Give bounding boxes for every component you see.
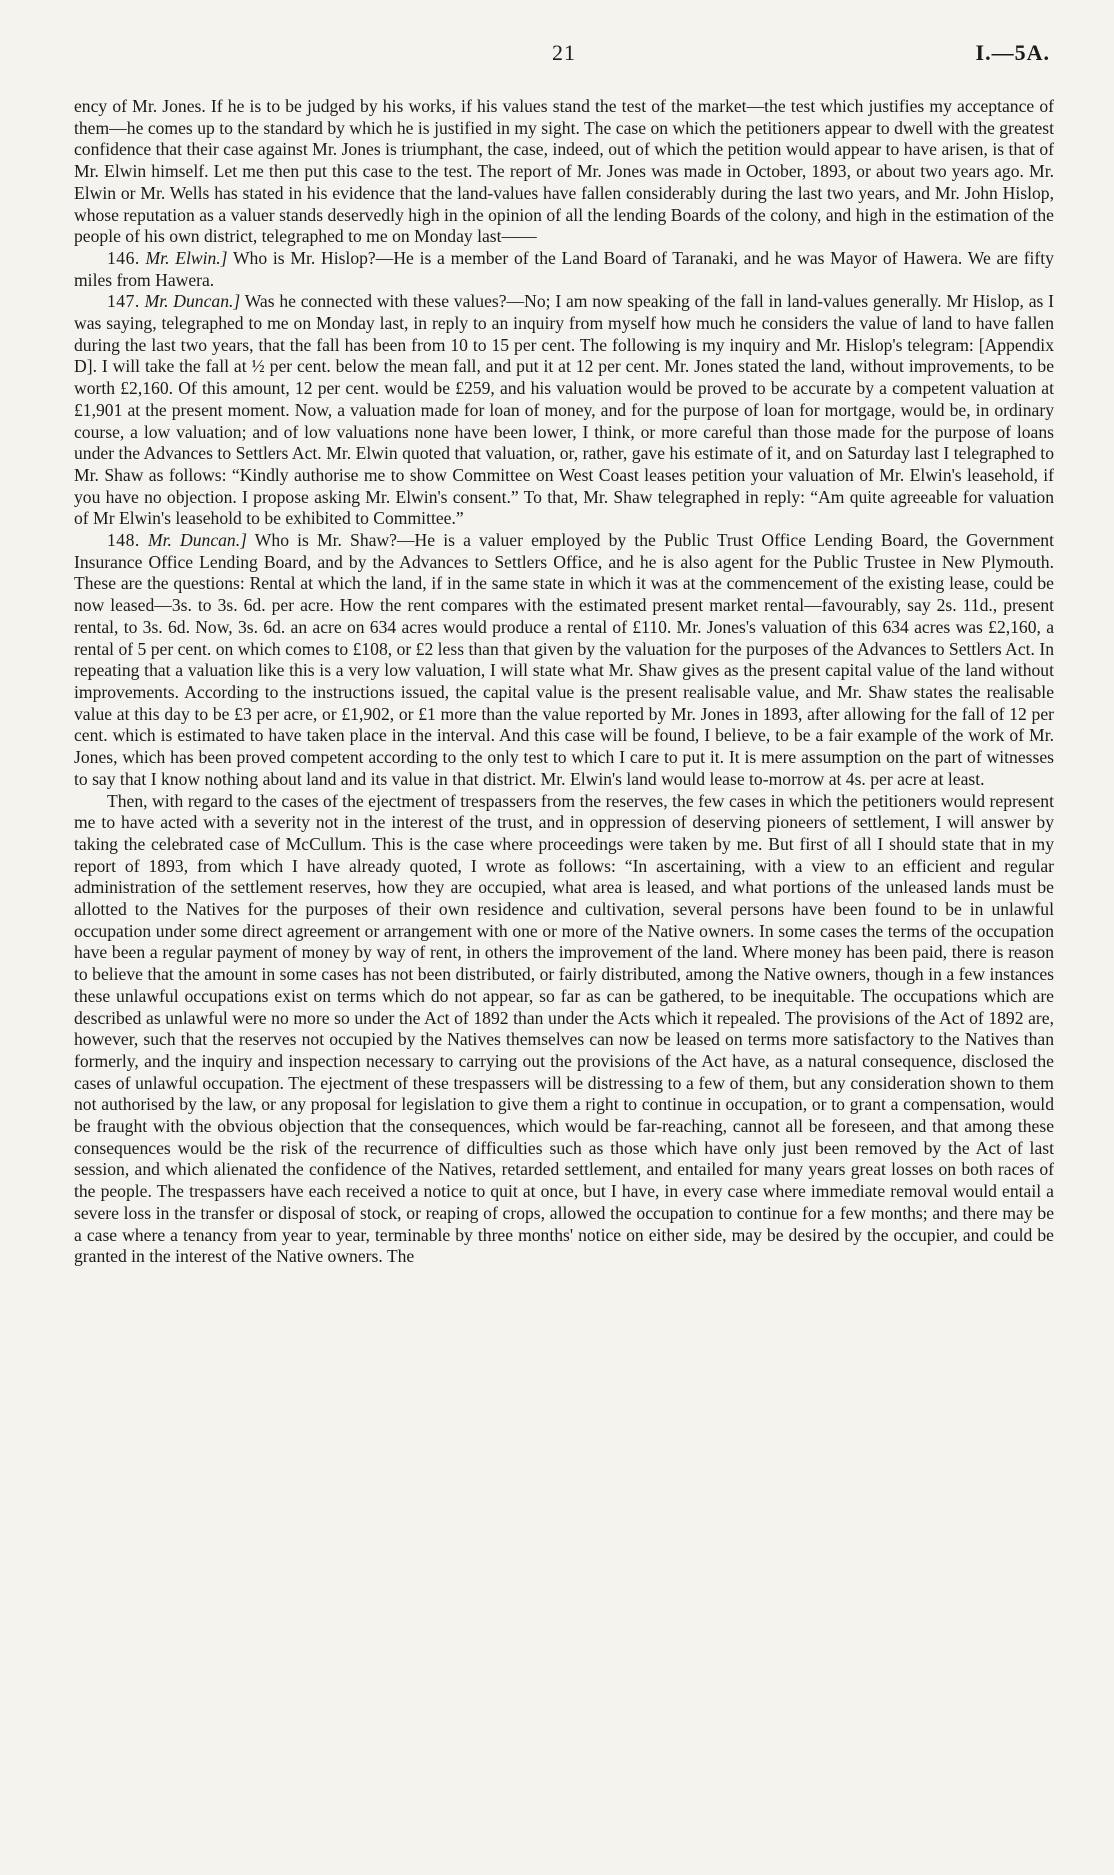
- question-text: Was he connected with these values?—No; I am now speaking of the fall in land-values generally. Mr Hislop, as I was saying, telegraphed to me on Monday last, in reply to an inquiry from myself how much he considers the value of land to have fallen during the last two years, that the fall has been from 10 to 15 per cent. The following is my inquiry and Mr. Hislop's telegram: [Appendix D]. I will take the fall at ½ per cent. below the mean fall, and put it at 12 per cent. Mr. Jones stated the land, without improvements, to be worth £2,160. Of this amount, 12 per cent. would be £259, and his valuation would be proved to be accurate by a competent valuation at £1,901 at the present moment. Now, a valuation made for loan of money, and for the purpose of loan for mortgage, would be, in ordinary course, a low valuation; and of low valuations none have been lower, I think, or more careful than those made for the purpose of loans under the Advances to Settlers Act. Mr. Elwin quoted that valuation, or, rather, gave his estimate of it, and on Saturday last I telegraphed to Mr. Shaw as follows: “Kindly authorise me to show Committee on West Coast leases petition your valuation of Mr. Elwin's leasehold, if you have no objection. I propose asking Mr. Elwin's consent.” To that, Mr. Shaw telegraphed in reply: “Am quite agreeable for valuation of Mr Elwin's leasehold to be exhibited to Committee.”: [74, 291, 1055, 529]
- question-text: Who is Mr. Shaw?—He is a valuer employed by the Public Trust Office Lending Board, the Government Insurance Office Lending Board, and by the Advances to Settlers Office, and he is also agent for the Public Trustee in New Plymouth. These are the questions: Rental at which the land, if in the same state in which it was at the commencement of the existing lease, could be now leased—3s. to 3s. 6d. per acre. How the rent compares with the estimated present market rental—favourably, say 2s. 11d., present rental, to 3s. 6d. Now, 3s. 6d. an acre on 634 acres would produce a rental of £110. Mr. Jones's valuation of this 634 acres was £2,160, a rental of 5 per cent. on which comes to £108, or £2 less than that given by the valuation for the purposes of the Advances to Settlers Act. In repeating that a valuation like this is a very low valuation, I will state what Mr. Shaw gives as the present capital value of the land without improvements. According to the instructions issued, the capital value is the present realisable value, and Mr. Shaw states the realisable value at this day to be £3 per acre, or £1,902, or £1 more than the value reported by Mr. Jones in 1893, after allowing for the fall of 12 per cent. which is estimated to have taken place in the interval. And this case will be found, I believe, to be a fair example of the work of Mr. Jones, which has been proved competent according to the only test to which I care to put it. It is mere assumption on the part of witnesses to say that I know nothing about land and its value in that district. Mr. Elwin's land would lease to-morrow at 4s. per acre at least.: [74, 530, 1054, 789]
- paper-reference: I.—5A.: [975, 40, 1050, 65]
- page-header: [74, 40, 1054, 76]
- paragraph-text: Then, with regard to the cases of the ejectment of trespassers from the reserves, the few cases in which the petitioners would represent me to have acted with a severity not in the interest of the trust, and in oppression of deserving pioneers of settlement, I will answer by taking the celebrated case of McCullum. This is the case where proceedings were taken by me. But first of all I should state that in my report of 1893, from which I have already quoted, I wrote as follows: “In ascertaining, with a view to an efficient and regular administration of the settlement reserves, how they are occupied, what area is leased, and what portions of the unleased lands must be allotted to the Natives for the purposes of their own residence and cultivation, several persons have been found to be in unlawful occupation under some direct agreement or arrangement with one or more of the Native owners. In some cases the terms of the occupation have been a regular payment of money by way of rent, in others the improvement of the land. Where money has been paid, there is reason to believe that the amount in some cases has not been distributed, or fairly distributed, among the Native owners, though in a few instances these unlawful occupations exist on terms which do not appear, so far as can be gathered, to be inequitable. The occupations which are described as unlawful were no more so under the Act of 1892 than under the Acts which it repealed. The provisions of the Act of 1892 are, however, such that the reserves not occupied by the Natives themselves can now be leased on terms more satisfactory to the Natives than formerly, and the inquiry and inspection necessary to carrying out the provisions of the Act have, as a natural consequence, disclosed the cases of unlawful occupation. The ejectment of these trespassers will be distressing to a few of them, but any consideration shown to them not authorised by the law, or any proposal for legislation to give them a right to continue in occupation, or to grant a compensation, would be fraught with the obvious objection that the consequences, which would be far-reaching, cannot all be foreseen, and that among these consequences would be the risk of the recurrence of difficulties such as those which have only just been removed by the Act of last session, and which alienated the confidence of the Natives, retarded settlement, and entailed for many years great losses on both races of the people. The trespassers have each received a notice to quit at once, but I have, in every case where immediate removal would entail a severe loss in the transfer or disposal of stock, or reaping of crops, allowed the occupation to continue for a few months; and there may be a case where a tenancy from year to year, terminable by three months' notice on either side, may be desired by the occupier, and could be granted in the interest of the Native owners. The: [74, 790, 1054, 1267]
- question-146: [74, 248, 1054, 291]
- page-number: 21: [552, 40, 576, 65]
- question-number: 146.: [107, 247, 140, 268]
- paragraph-text: ency of Mr. Jones. If he is to be judged by his works, if his values stand the test of the market—the test which justifies my acceptance of them—he comes up to the standard by which he is justified in my sight. The case on which the petitioners appear to dwell with the greatest confidence that their case against Mr. Jones is triumphant, the case, indeed, out of which the petition would appear to have arisen, is that of Mr. Elwin himself. Let me then put this case to the test. The report of Mr. Jones was made in October, 1893, or about two years ago. Mr. Elwin or Mr. Wells has stated in his evidence that the land-values have fallen considerably during the last two years, and Mr. John Hislop, whose reputation as a valuer stands deservedly high in the opinion of all the lending Boards of the colony, and high in the estimation of the people of his own district, telegraphed to me on Monday last——: [74, 96, 1054, 247]
- question-148: [74, 530, 1054, 790]
- question-number: 147.: [107, 291, 140, 312]
- body-text: [74, 96, 1054, 1268]
- continuation-paragraph: [74, 96, 1054, 248]
- question-number: 148.: [107, 530, 140, 551]
- speaker-name: Mr. Duncan.]: [144, 291, 241, 312]
- speaker-name: Mr. Elwin.]: [145, 247, 228, 268]
- trespassers-paragraph: [74, 791, 1054, 1268]
- question-147: [74, 291, 1054, 530]
- question-text: Who is Mr. Hislop?—He is a member of the Land Board of Taranaki, and he was Mayor of Hawera. We are fifty miles from Hawera.: [74, 247, 1054, 290]
- speaker-name: Mr. Duncan.]: [147, 530, 247, 551]
